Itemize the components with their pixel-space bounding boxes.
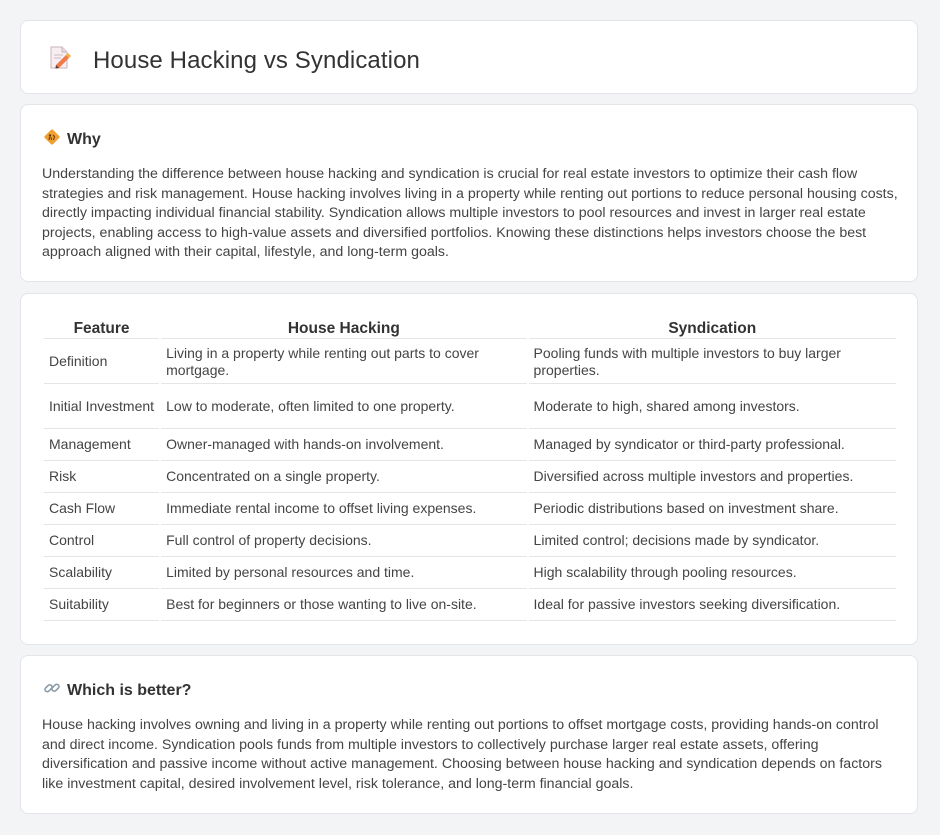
house-hacking-cell: Full control of property decisions. — [161, 527, 526, 557]
which-is-better-heading: Which is better? — [67, 681, 192, 699]
feature-cell: Risk — [44, 463, 159, 493]
why-section — [20, 104, 918, 282]
which-is-better-text: House hacking involves owning and living in a property while renting out portions to offset mortgage costs, providing hands-on control and direct income. Syndication pools funds from multiple investors to collectively purchase larger real estate assets, offering diversification and passive income without active management. Choosing between house hacking and syndication depends on factors like investment capital, desired involvement level, risk tolerance, and long-term financial goals. — [42, 717, 882, 792]
feature-cell: Control — [44, 527, 159, 557]
table-row — [44, 386, 896, 429]
why-heading: Why — [67, 130, 101, 148]
table-row — [44, 341, 896, 384]
table-row — [44, 559, 896, 589]
house-hacking-cell: Best for beginners or those wanting to live on-site. — [161, 591, 526, 621]
syndication-cell: Diversified across multiple investors and properties. — [529, 463, 896, 493]
header-syndication: Syndication — [529, 319, 896, 339]
house-hacking-cell: Immediate rental income to offset living expenses. — [161, 495, 526, 525]
house-hacking-cell: Limited by personal resources and time. — [161, 559, 526, 589]
feature-cell: Initial Investment — [44, 386, 159, 429]
link-icon — [43, 679, 61, 702]
comparison-table — [42, 317, 898, 623]
syndication-cell: Periodic distributions based on investment share. — [529, 495, 896, 525]
syndication-cell: Managed by syndicator or third-party professional. — [529, 431, 896, 461]
house-hacking-cell: Concentrated on a single property. — [161, 463, 526, 493]
table-row — [44, 431, 896, 461]
syndication-cell: Pooling funds with multiple investors to buy larger properties. — [529, 341, 896, 384]
page-title: House Hacking vs Syndication — [93, 46, 420, 74]
header-feature: Feature — [44, 319, 159, 339]
table-row — [44, 495, 896, 525]
comparison-card — [20, 293, 918, 645]
feature-cell: Scalability — [44, 559, 159, 589]
house-hacking-cell: Living in a property while renting out parts to cover mortgage. — [161, 341, 526, 384]
diamond-road-sign-icon — [43, 128, 61, 151]
header-house-hacking: House Hacking — [161, 319, 526, 339]
table-header-row — [44, 319, 896, 339]
syndication-cell: Moderate to high, shared among investors. — [529, 386, 896, 429]
table-row — [44, 463, 896, 493]
feature-cell: Management — [44, 431, 159, 461]
feature-cell: Cash Flow — [44, 495, 159, 525]
which-is-better-section — [20, 655, 918, 814]
syndication-cell: High scalability through pooling resources. — [529, 559, 896, 589]
why-text: Understanding the difference between house hacking and syndication is crucial for real estate investors to optimize their cash flow strategies and risk management. House hacking involves living in a property while renting out portions to reduce personal housing costs, directly impacting individual financial stability. Syndication allows multiple investors to pool resources and invest in larger real estate projects, enabling access to high-value assets and diversified portfolios. Knowing these distinctions helps investors choose the best approach aligned with their capital, lifestyle, and long-term goals. — [42, 166, 898, 261]
document-pencil-icon — [47, 45, 73, 76]
table-row — [44, 591, 896, 621]
house-hacking-cell: Low to moderate, often limited to one property. — [161, 386, 526, 429]
feature-cell: Definition — [44, 341, 159, 384]
feature-cell: Suitability — [44, 591, 159, 621]
table-row — [44, 527, 896, 557]
house-hacking-cell: Owner-managed with hands-on involvement. — [161, 431, 526, 461]
title-card — [20, 20, 918, 94]
syndication-cell: Ideal for passive investors seeking diversification. — [529, 591, 896, 621]
syndication-cell: Limited control; decisions made by syndicator. — [529, 527, 896, 557]
